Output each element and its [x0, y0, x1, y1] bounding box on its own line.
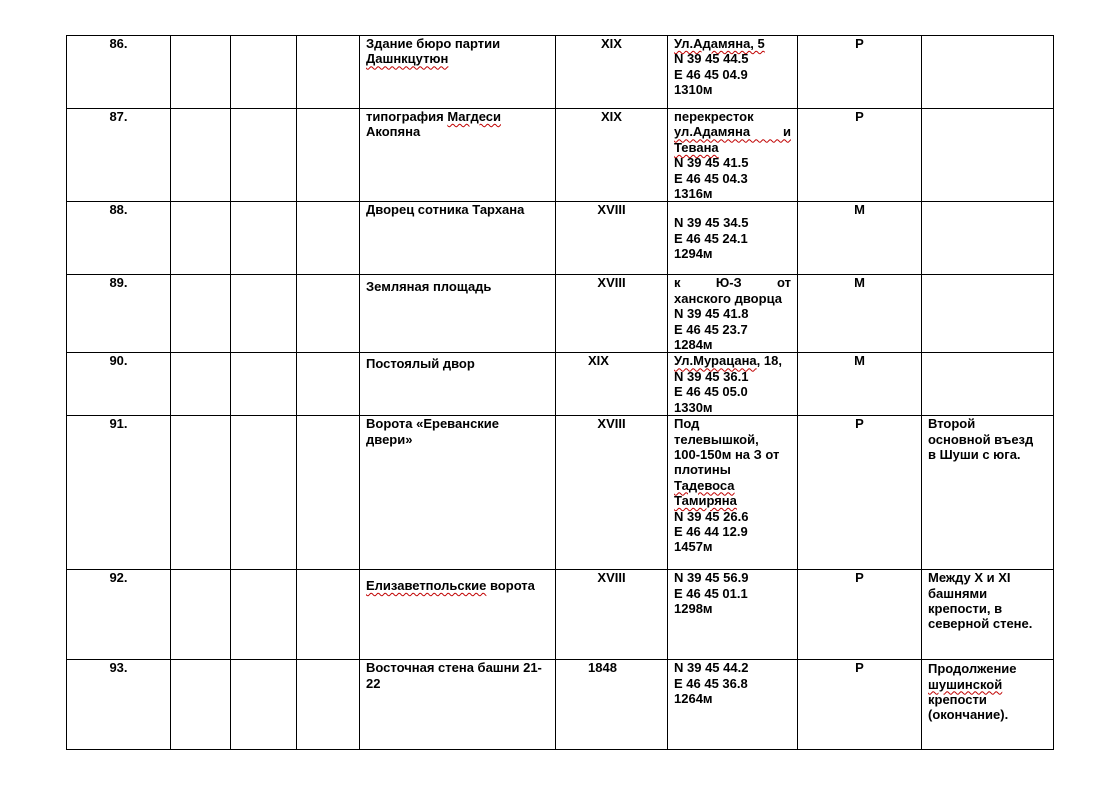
name-part: Елизаветпольские — [366, 578, 487, 594]
street-number: , 18, — [756, 353, 782, 369]
category: М — [798, 353, 922, 416]
location: N 39 45 44.2 E 46 45 36.8 1264м — [668, 660, 798, 750]
note — [922, 275, 1054, 353]
category: Р — [798, 109, 922, 202]
category: М — [798, 202, 922, 275]
category: Р — [798, 36, 922, 109]
location: Ул.Адамяна, 5 N 39 45 44.5 E 46 45 04.9 1310м — [668, 36, 798, 109]
name-part: Магдеси — [447, 109, 501, 124]
note: Второй основной въезд в Шуши с юга. — [922, 416, 1054, 570]
monument-name — [360, 570, 556, 660]
category: Р — [798, 570, 922, 660]
monument-name: Постоялый двор — [360, 353, 556, 416]
row-number: 86. — [67, 36, 171, 109]
monuments-table — [66, 35, 1054, 750]
location: N 39 45 34.5 E 46 45 24.1 1294м — [668, 202, 798, 275]
row-number: 93. — [67, 660, 171, 750]
street-name: Ул.Мурацана — [674, 353, 757, 369]
row-number: 90. — [67, 353, 171, 416]
century: 1848 — [556, 660, 668, 750]
century: XVIII — [556, 202, 668, 275]
monument-name: Ворота «Ереванские двери» — [360, 416, 556, 570]
table-row — [67, 416, 1054, 570]
monument-name: типография Магдеси Акопяна — [360, 109, 556, 202]
note: Между X и XI башнями крепости, в северной стене. — [922, 570, 1054, 660]
century: XIX — [556, 109, 668, 202]
note — [922, 353, 1054, 416]
row-number: 92. — [67, 570, 171, 660]
location: Ул.Мурацана, 18, N 39 45 36.1 E 46 45 05.0 1330м — [668, 353, 798, 416]
table-row — [67, 660, 1054, 750]
location: N 39 45 56.9 E 46 45 01.1 1298м — [668, 570, 798, 660]
note — [922, 202, 1054, 275]
century: XVIII — [556, 570, 668, 660]
monument-name: Здание бюро партии Дашнкцутюн — [360, 36, 556, 109]
table-row — [67, 570, 1054, 660]
note — [922, 109, 1054, 202]
monument-name: Восточная стена башни 21- 22 — [360, 660, 556, 750]
row-number: 87. — [67, 109, 171, 202]
category: Р — [798, 416, 922, 570]
row-number: 88. — [67, 202, 171, 275]
location: Под телевышкой, 100-150м на З от плотины Тадевоса Тамиряна N 39 45 26.6 E 46 44 12.9 1457м — [668, 416, 798, 570]
category: М — [798, 275, 922, 353]
century: XIX — [556, 353, 668, 416]
century: XIX — [556, 36, 668, 109]
name-part: типография — [366, 109, 448, 124]
name-part: ворота — [486, 578, 535, 594]
century: XVIII — [556, 416, 668, 570]
location: перекресток ул.Адамяна и Тевана N 39 45 41.5 E 46 45 04.3 1316м — [668, 109, 798, 202]
row-number: 89. — [67, 275, 171, 353]
table-row — [67, 353, 1054, 416]
monument-name: Земляная площадь — [360, 275, 556, 353]
century: XVIII — [556, 275, 668, 353]
row-number: 91. — [67, 416, 171, 570]
table-row — [67, 275, 1054, 353]
monument-name: Дворец сотника Тархана — [360, 202, 556, 275]
note: Продолжение шушинской крепости (окончание). — [922, 660, 1054, 750]
location: к Ю-З от ханского дворца N 39 45 41.8 E 46 45 23.7 1284м — [668, 275, 798, 353]
category: Р — [798, 660, 922, 750]
table-row — [67, 36, 1054, 109]
table-row — [67, 109, 1054, 202]
note — [922, 36, 1054, 109]
table-row — [67, 202, 1054, 275]
